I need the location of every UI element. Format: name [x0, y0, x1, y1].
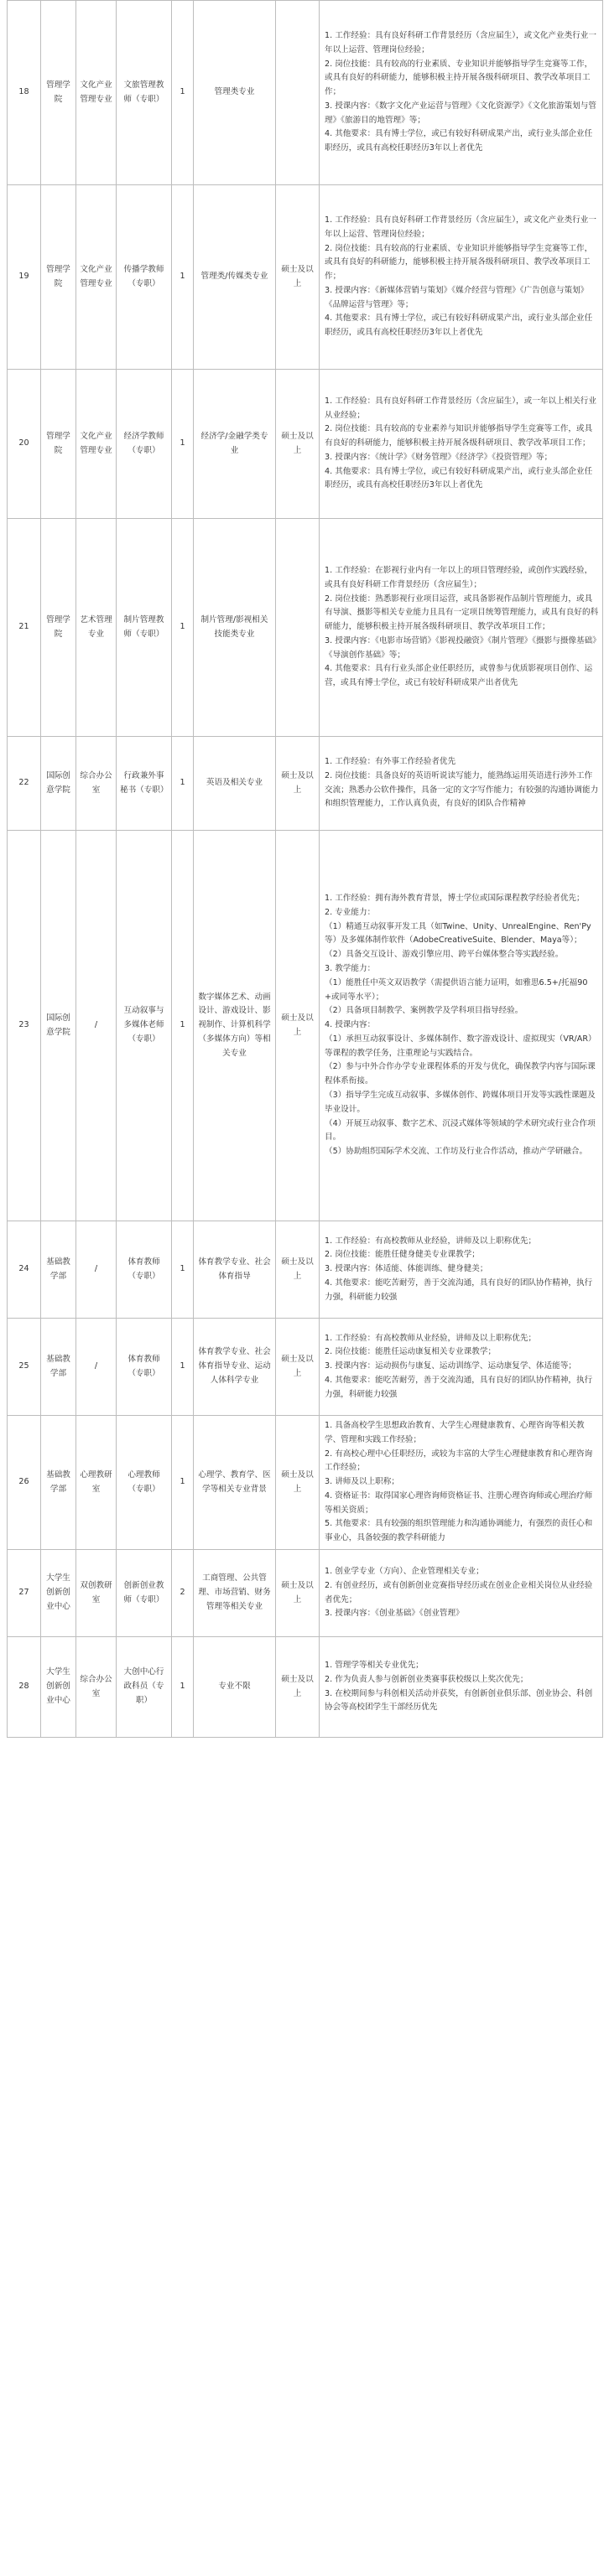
requirement-line: （2）参与中外合作办学专业课程体系的开发与优化，确保教学内容与国际课程体系衔接。: [325, 1062, 596, 1086]
job-requirements-cell: [320, 370, 603, 519]
requirement-line: 1. 工作经验：在影视行业内有一年以上的项目管理经验，或创作实践经验，或具有良好科研工作背景经历（含应届生）；: [325, 565, 593, 589]
requirement-line: 3. 授课内容：体适能、体能训练、健身健美；: [325, 1264, 488, 1274]
degree-cell: [276, 519, 320, 737]
major-cell: /: [76, 1319, 117, 1416]
degree-cell: 硕士及以上: [276, 1319, 320, 1416]
headcount-cell: 1: [172, 519, 194, 737]
field-requirement-cell: 工商管理、公共管理、市场营销、财务管理等相关专业: [194, 1550, 276, 1637]
headcount-cell: 1: [172, 831, 194, 1221]
department-cell: 管理学院: [41, 185, 76, 370]
row-number: 21: [8, 519, 41, 737]
requirement-line: 5. 其他要求：具有较强的组织管理能力和沟通协调能力，有强烈的责任心和事业心，具备较强的教学科研能力: [325, 1519, 593, 1543]
headcount-cell: 1: [172, 1319, 194, 1416]
table-row: [8, 1550, 603, 1637]
department-cell: 管理学院: [41, 370, 76, 519]
major-cell: 心理教研室: [76, 1416, 117, 1550]
row-number: 27: [8, 1550, 41, 1637]
table-row: [8, 1637, 603, 1738]
requirement-line: 3. 讲师及以上职称；: [325, 1477, 399, 1487]
headcount-cell: 2: [172, 1550, 194, 1637]
department-cell: 管理学院: [41, 519, 76, 737]
degree-cell: 硕士及以上: [276, 1550, 320, 1637]
requirement-line: （2）具备交互设计、游戏引擎应用、跨平台媒体整合等实践经验。: [325, 950, 564, 960]
table-row: [8, 185, 603, 370]
row-number: 19: [8, 185, 41, 370]
position-cell: 心理教师（专职）: [117, 1416, 172, 1550]
requirement-line: 2. 专业能力：: [325, 907, 376, 917]
job-requirements-cell: [320, 831, 603, 1221]
field-requirement-cell: 管理类/传媒类专业: [194, 185, 276, 370]
requirement-line: 4. 其他要求：具有博士学位，或已有较好科研成果产出，或行业头部企业任职经历，或具有高校任职经历3年以上者优先: [325, 466, 593, 490]
requirement-line: （1）能胜任中英文双语教学（需提供语言能力证明，如雅思6.5+/托福90+或同等水平）；: [325, 977, 588, 1002]
department-cell: 基础教学部: [41, 1416, 76, 1550]
requirement-line: 1. 工作经验：拥有海外教育背景，博士学位或国际课程教学经验者优先；: [325, 893, 585, 903]
row-number: 28: [8, 1637, 41, 1738]
position-cell: 制片管理教师（专职）: [117, 519, 172, 737]
field-requirement-cell: 数字媒体艺术、动画设计、游戏设计、影视制作、计算机科学（多媒体方向）等相关专业: [194, 831, 276, 1221]
department-cell: 国际创意学院: [41, 831, 76, 1221]
field-requirement-cell: 制片管理/影视相关技能类专业: [194, 519, 276, 737]
major-cell: 文化产业管理专业: [76, 185, 117, 370]
requirement-line: 4. 授课内容：: [325, 1020, 376, 1030]
headcount-cell: 1: [172, 737, 194, 831]
position-cell: 体育教师（专职）: [117, 1319, 172, 1416]
degree-cell: 硕士及以上: [276, 1637, 320, 1738]
major-cell: 文化产业管理专业: [76, 1, 117, 185]
degree-cell: 硕士及以上: [276, 185, 320, 370]
requirement-line: 4. 其他要求：具有博士学位，或已有较好科研成果产出，或行业头部企业任职经历，或具有高校任职经历3年以上者优先: [325, 314, 593, 338]
major-cell: /: [76, 1221, 117, 1319]
requirement-line: 1. 创业学专业（方向）、企业管理相关专业；: [325, 1566, 484, 1576]
position-cell: 传播学教师（专职）: [117, 185, 172, 370]
degree-cell: 硕士及以上: [276, 1221, 320, 1319]
job-requirements-cell: [320, 185, 603, 370]
job-requirements-cell: [320, 1319, 603, 1416]
requirement-line: 4. 其他要求：能吃苦耐劳，善于交流沟通，具有良好的团队协作精神，执行力强，科研能力较强: [325, 1375, 593, 1399]
job-requirements-cell: [320, 737, 603, 831]
requirement-line: （1）精通互动叙事开发工具（如Twine、Unity、UnrealEngine、Ren'Py等）及多媒体制作软件（AdobeCreativeSuite、Blender、Maya等）；: [325, 921, 591, 946]
department-cell: 大学生创新创业中心: [41, 1637, 76, 1738]
degree-cell: 硕士及以上: [276, 370, 320, 519]
requirement-line: 1. 工作经验：具有良好科研工作背景经历（含应届生），或一年以上相关行业从业经验；: [325, 396, 596, 420]
requirement-line: 4. 其他要求：能吃苦耐劳，善于交流沟通，具有良好的团队协作精神，执行力强，科研能力较强: [325, 1278, 593, 1302]
degree-cell: [276, 1, 320, 185]
requirement-line: 1. 工作经验：有外事工作经验者优先: [325, 756, 456, 766]
requirement-line: （1）承担互动叙事设计、多媒体制作、数字游戏设计、虚拟现实（VR/AR）等课程的教学任务，注重理论与实践结合。: [325, 1034, 596, 1058]
position-cell: 大创中心行政科员（专职）: [117, 1637, 172, 1738]
field-requirement-cell: 体育教学专业、社会体育指导: [194, 1221, 276, 1319]
field-requirement-cell: 体育教学专业、社会体育指导专业、运动人体科学专业: [194, 1319, 276, 1416]
requirement-line: 3. 授课内容：《统计学》《财务管理》《经济学》《投资管理》等；: [325, 452, 553, 462]
headcount-cell: 1: [172, 1416, 194, 1550]
field-requirement-cell: 专业不限: [194, 1637, 276, 1738]
requirement-line: （5）协助组织国际学术交流、工作坊及行业合作活动，推动产学研融合。: [325, 1147, 588, 1157]
requirement-line: 2. 作为负责人参与创新创业类赛事获校级以上奖次优先；: [325, 1674, 528, 1684]
requirement-line: 3. 授课内容：《数字文化产业运营与管理》《文化资源学》《文化旅游策划与管理》《旅游目的地管理》等；: [325, 101, 596, 125]
requirement-line: 1. 工作经验：具有良好科研工作背景经历（含应届生），或文化产业类行业一年以上运营、管理岗位经验；: [325, 215, 596, 239]
job-requirements-cell: [320, 1, 603, 185]
table-row: [8, 370, 603, 519]
row-number: 25: [8, 1319, 41, 1416]
table-row: [8, 1416, 603, 1550]
requirement-line: 2. 岗位技能：能胜任健身健美专业课教学；: [325, 1250, 480, 1260]
requirement-line: 2. 岗位技能：熟悉影视行业项目运营，或具备影视作品制片管理能力，或具有导演、摄影等相关专业能力且具有一定项目统筹管理能力，或具有良好的科研能力，能够积极主持开展各级科研项目、教学改革项目工作；: [325, 593, 599, 632]
requirement-line: （2）具备项目制教学、案例教学及学科项目指导经验。: [325, 1006, 523, 1016]
requirement-line: 1. 具备高校学生思想政治教育、大学生心理健康教育、心理咨询等相关教学、管理和实践工作经验；: [325, 1420, 585, 1444]
row-number: 18: [8, 1, 41, 185]
field-requirement-cell: 经济学/金融学类专业: [194, 370, 276, 519]
requirement-line: 1. 工作经验：有高校教师从业经验，讲师及以上职称优先；: [325, 1236, 537, 1246]
table-row: [8, 1319, 603, 1416]
table-row: [8, 831, 603, 1221]
table-row: [8, 1221, 603, 1319]
field-requirement-cell: 管理类专业: [194, 1, 276, 185]
table-row: [8, 737, 603, 831]
degree-cell: 硕士及以上: [276, 1416, 320, 1550]
position-cell: 行政兼外事秘书（专职）: [117, 737, 172, 831]
position-cell: 文旅管理教师（专职）: [117, 1, 172, 185]
requirement-line: 3. 授课内容：《新媒体营销与策划》《媒介经营与管理》《广告创意与策划》《品牌运营与管理》等；: [325, 285, 589, 309]
department-cell: 基础教学部: [41, 1221, 76, 1319]
row-number: 22: [8, 737, 41, 831]
requirement-line: 2. 岗位技能：具有较高的行业素质、专业知识并能够指导学生竞赛等工作，或具有良好的科研能力，能够积极主持开展各级科研项目、教学改革项目工作；: [325, 243, 593, 282]
position-cell: 体育教师（专职）: [117, 1221, 172, 1319]
headcount-cell: 1: [172, 1, 194, 185]
headcount-cell: 1: [172, 1637, 194, 1738]
job-requirements-cell: [320, 1637, 603, 1738]
major-cell: 综合办公室: [76, 737, 117, 831]
row-number: 24: [8, 1221, 41, 1319]
major-cell: /: [76, 831, 117, 1221]
job-requirements-cell: [320, 1416, 603, 1550]
requirement-line: （3）指导学生完成互动叙事、多媒体创作、跨媒体项目开发等实践性课题及毕业设计。: [325, 1091, 596, 1114]
requirement-line: 2. 岗位技能：具备良好的英语听说读写能力，能熟练运用英语进行涉外工作交流；熟悉办公软件操作，具备一定的文字写作能力；有较强的沟通协调能力和组织管理能力，工作认真负责，有良好的团队合作精神: [325, 770, 599, 809]
position-cell: 创新创业教师（专职）: [117, 1550, 172, 1637]
table-row: [8, 1, 603, 185]
requirement-line: 2. 岗位技能：能胜任运动康复相关专业课教学；: [325, 1347, 497, 1357]
headcount-cell: 1: [172, 185, 194, 370]
requirement-line: 1. 工作经验：具有良好科研工作背景经历（含应届生），或文化产业类行业一年以上运营、管理岗位经验；: [325, 30, 596, 54]
field-requirement-cell: 英语及相关专业: [194, 737, 276, 831]
requirement-line: 2. 岗位技能：具有较高的专业素养与知识并能够指导学生竞赛等工作，或具有良好的科研能力，能够积极主持开展各级科研项目、教学改革项目工作；: [325, 424, 593, 448]
row-number: 26: [8, 1416, 41, 1550]
job-requirements-cell: [320, 519, 603, 737]
requirement-line: 2. 有创业经历，或有创新创业竞赛指导经历或在创业企业相关岗位从业经验者优先；: [325, 1580, 593, 1604]
department-cell: 大学生创新创业中心: [41, 1550, 76, 1637]
requirement-line: 4. 其他要求：具有博士学位，或已有较好科研成果产出，或行业头部企业任职经历，或具有高校任职经历3年以上者优先: [325, 129, 593, 153]
degree-cell: 硕士及以上: [276, 737, 320, 831]
recruitment-table: [7, 0, 603, 1738]
requirement-line: 3. 在校期间参与科创相关活动并获奖，有创新创业俱乐部、创业协会、科创协会等高校团学生干部经历优先: [325, 1688, 593, 1713]
row-number: 20: [8, 370, 41, 519]
requirement-line: （4）开展互动叙事、数字艺术、沉浸式媒体等领域的学术研究或行业合作项目。: [325, 1118, 596, 1143]
major-cell: 文化产业管理专业: [76, 370, 117, 519]
requirement-line: 1. 管理学等相关专业优先；: [325, 1660, 424, 1670]
department-cell: 基础教学部: [41, 1319, 76, 1416]
department-cell: 国际创意学院: [41, 737, 76, 831]
position-cell: 经济学教师（专职）: [117, 370, 172, 519]
position-cell: 互动叙事与多媒体老师（专职）: [117, 831, 172, 1221]
major-cell: 综合办公室: [76, 1637, 117, 1738]
department-cell: 管理学院: [41, 1, 76, 185]
major-cell: 艺术管理专业: [76, 519, 117, 737]
headcount-cell: 1: [172, 1221, 194, 1319]
row-number: 23: [8, 831, 41, 1221]
requirement-line: 2. 有高校心理中心任职经历，或较为丰富的大学生心理健康教育和心理咨询工作经验；: [325, 1449, 593, 1473]
requirement-line: 3. 授课内容：运动损伤与康复、运动训练学、运动康复学、体适能等；: [325, 1361, 577, 1371]
requirement-line: 3. 教学能力：: [325, 963, 376, 973]
requirement-line: 4. 资格证书：取得国家心理咨询师资格证书、注册心理咨询师或心理治疗师等相关资质；: [325, 1490, 593, 1515]
field-requirement-cell: 心理学、教育学、医学等相关专业背景: [194, 1416, 276, 1550]
headcount-cell: 1: [172, 370, 194, 519]
table-row: [8, 519, 603, 737]
job-requirements-cell: [320, 1550, 603, 1637]
requirement-line: 4. 其他要求：具有行业头部企业任职经历，或曾参与优质影视项目创作、运营，或具有博士学位，或已有较好科研成果产出者优先: [325, 664, 593, 688]
degree-cell: 硕士及以上: [276, 831, 320, 1221]
job-requirements-cell: [320, 1221, 603, 1319]
requirement-line: 1. 工作经验：有高校教师从业经验，讲师及以上职称优先；: [325, 1333, 537, 1343]
requirement-line: 2. 岗位技能：具有较高的行业素质、专业知识并能够指导学生竞赛等工作，或具有良好的科研能力，能够积极主持开展各级科研项目、教学改革项目工作；: [325, 59, 593, 97]
requirement-line: 3. 授课内容：《创业基础》《创业管理》: [325, 1609, 464, 1619]
major-cell: 双创教研室: [76, 1550, 117, 1637]
requirement-line: 3. 授课内容：《电影市场营销》《影视投融资》《制片管理》《摄影与摄像基础》《导演创作基础》等；: [325, 635, 596, 660]
